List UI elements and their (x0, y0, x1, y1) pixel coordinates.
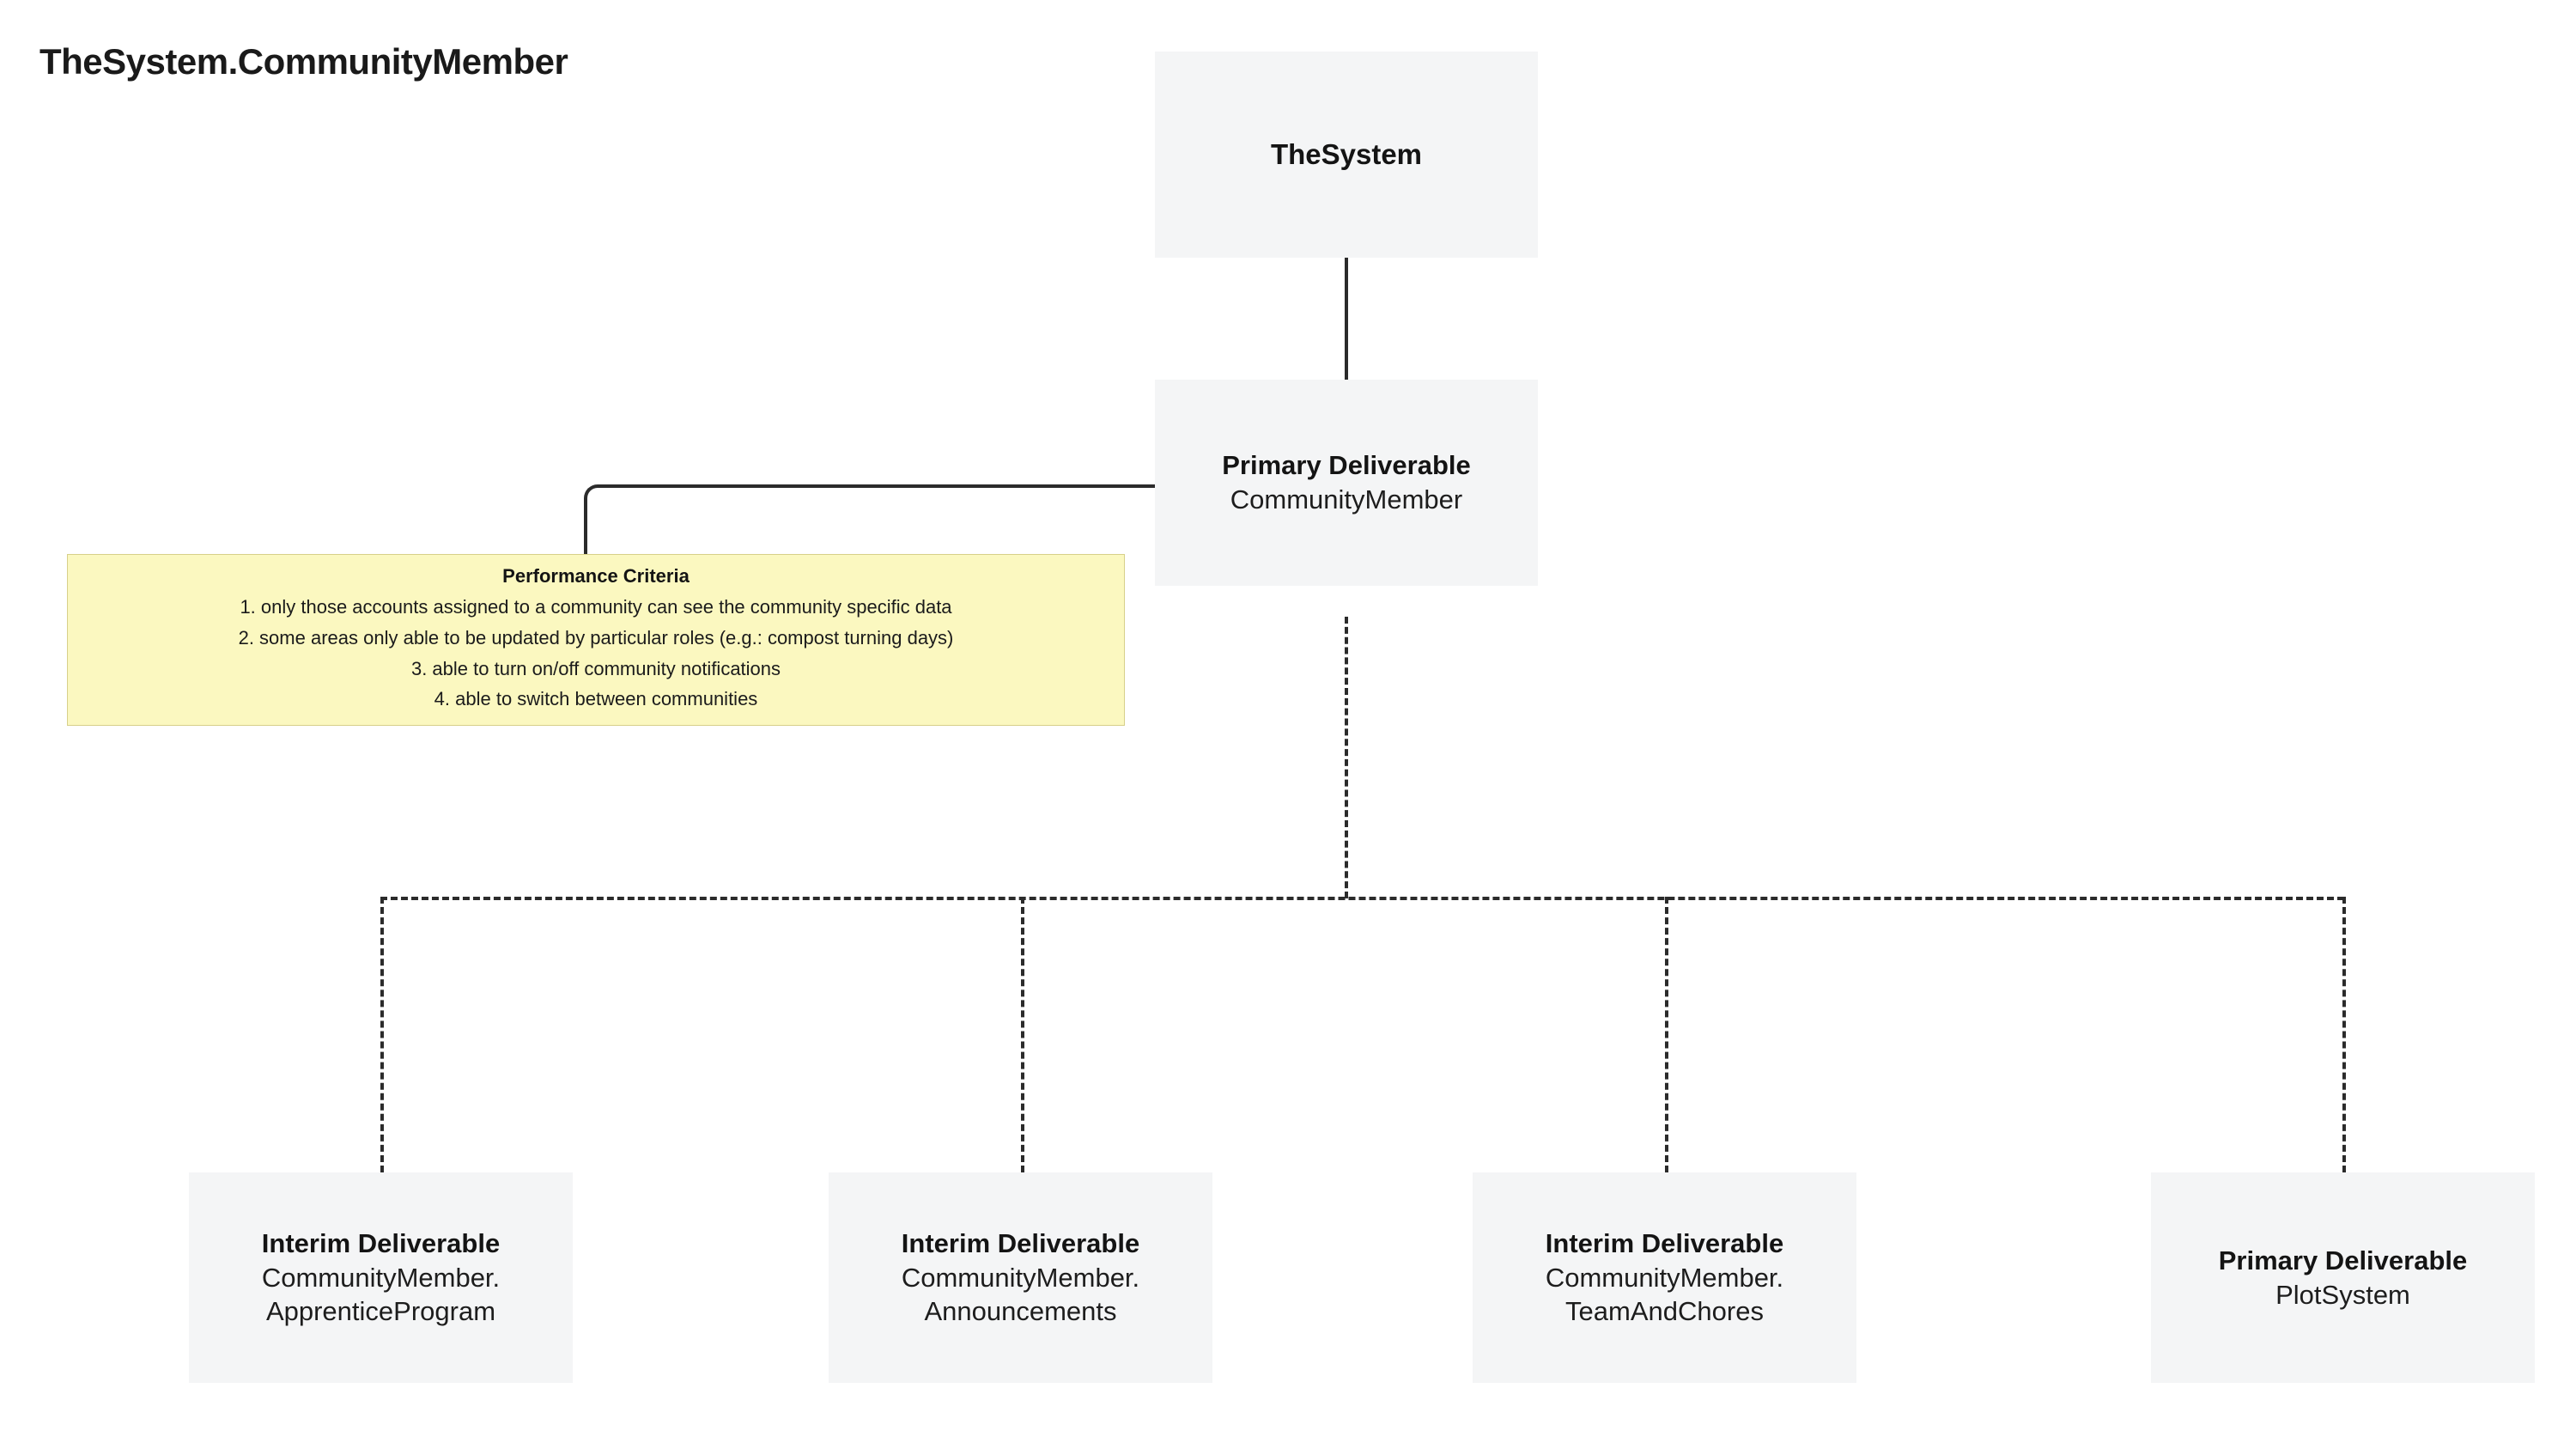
node-teamandchores-name: CommunityMember. TeamAndChores (1545, 1262, 1784, 1327)
node-apprenticeprogram-name: CommunityMember. ApprenticeProgram (261, 1262, 501, 1327)
performance-criteria-line-3: 3. able to turn on/off community notifications (410, 657, 781, 679)
node-interim-deliverable-teamandchores[interactable] (1473, 1172, 1856, 1383)
connector-bus-to-plotsystem (2342, 897, 2346, 1172)
node-primary-deliverable-plotsystem[interactable] (2151, 1172, 2535, 1383)
performance-criteria-line-2: 2. some areas only able to be updated by particular roles (e.g.: compost turning days) (238, 626, 954, 648)
connector-horizontal-bus (380, 897, 2344, 900)
node-communitymember-kind: Primary Deliverable (1222, 450, 1471, 481)
connector-bus-to-teamandchores (1665, 897, 1668, 1172)
node-announcements-name: CommunityMember. Announcements (901, 1262, 1140, 1327)
node-primary-deliverable-communitymember[interactable] (1155, 380, 1538, 586)
performance-criteria-title: Performance Criteria (502, 565, 690, 588)
connector-bus-to-apprentice (380, 897, 384, 1172)
page-title: TheSystem.CommunityMember (39, 41, 568, 82)
node-announcements-kind: Interim Deliverable (901, 1227, 1140, 1258)
node-apprenticeprogram-kind: Interim Deliverable (261, 1227, 501, 1258)
node-interim-deliverable-apprenticeprogram[interactable] (189, 1172, 573, 1383)
performance-criteria-note (67, 554, 1125, 726)
node-interim-deliverable-announcements[interactable] (829, 1172, 1212, 1383)
performance-criteria-line-1: 1. only those accounts assigned to a community can see the community specific data (240, 596, 952, 618)
connector-thesystem-to-communitymember (1345, 258, 1348, 380)
node-plotsystem-kind: Primary Deliverable (2218, 1245, 2468, 1275)
performance-criteria-line-4: 4. able to switch between communities (434, 688, 758, 710)
node-thesystem[interactable] (1155, 52, 1538, 258)
node-communitymember-name: CommunityMember (1230, 484, 1463, 514)
node-plotsystem-name: PlotSystem (2275, 1279, 2410, 1310)
connector-communitymember-to-bus (1345, 617, 1348, 898)
connector-bus-to-announcements (1021, 897, 1024, 1172)
node-thesystem-kind: TheSystem (1270, 137, 1423, 170)
connector-communitymember-to-performance-note (584, 484, 1155, 557)
node-teamandchores-kind: Interim Deliverable (1545, 1227, 1784, 1258)
